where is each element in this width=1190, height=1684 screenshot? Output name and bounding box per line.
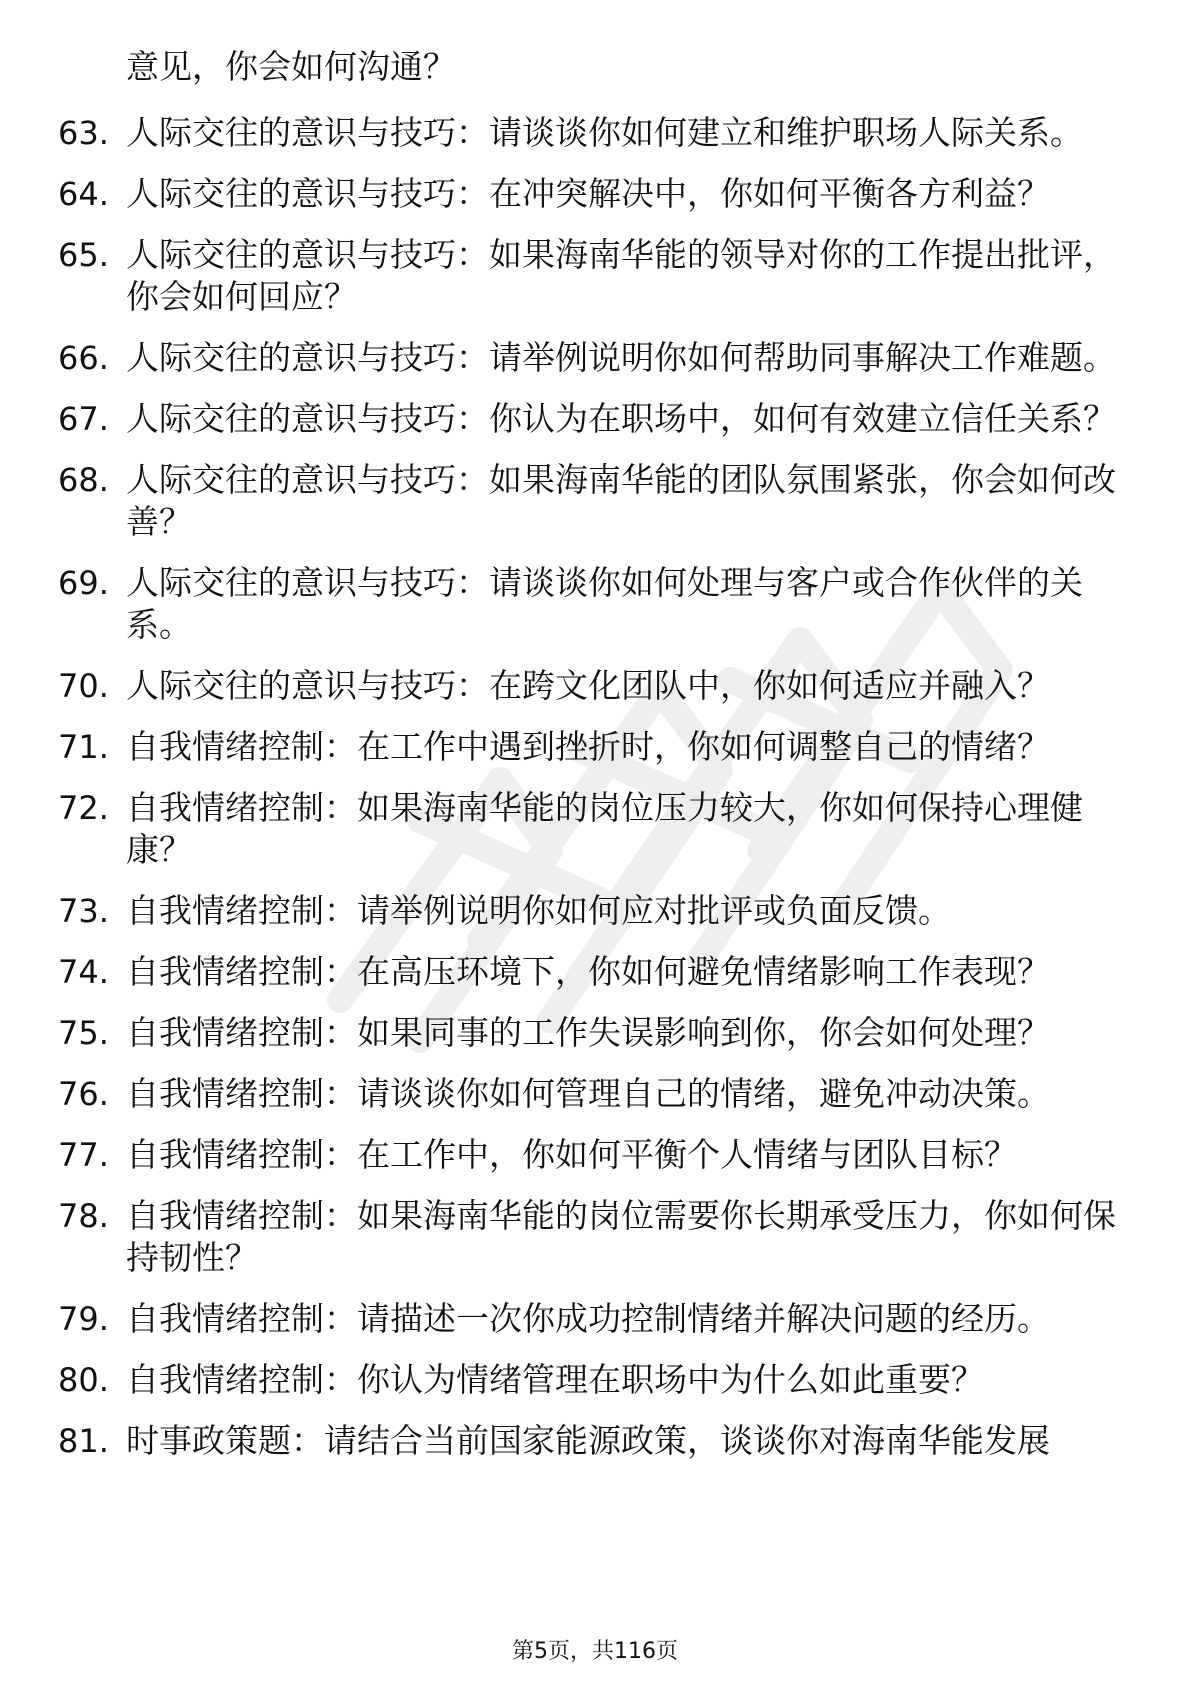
- item-number: 68.: [58, 461, 109, 499]
- list-item: [0, 1195, 1190, 1279]
- list-item: [0, 459, 1190, 543]
- item-text: 自我情绪控制：请谈谈你如何管理自己的情绪，避免冲动决策。: [126, 1074, 1050, 1113]
- list-item: [0, 234, 1190, 318]
- item-number: 69.: [58, 564, 109, 602]
- item-text: 自我情绪控制：在工作中，你如何平衡个人情绪与团队目标？: [126, 1135, 1017, 1174]
- item-text: 自我情绪控制：你认为情绪管理在职场中为什么如此重要？: [126, 1360, 984, 1399]
- list-item: [0, 787, 1190, 871]
- item-text: 时事政策题：请结合当前国家能源政策，谈谈你对海南华能发展: [126, 1421, 1050, 1460]
- list-item: [0, 726, 1190, 768]
- list-item: [0, 890, 1190, 932]
- list-item: [0, 562, 1190, 646]
- item-text: 自我情绪控制：如果海南华能的岗位压力较大，你如何保持心理健康？: [126, 788, 1083, 869]
- item-number: 80.: [58, 1361, 109, 1399]
- page-footer: 第5页，共116页: [512, 1639, 678, 1664]
- list-item: [0, 1012, 1190, 1054]
- list-item: [0, 665, 1190, 707]
- item-number: 73.: [58, 892, 109, 930]
- item-number: 72.: [58, 789, 109, 827]
- list-item: [0, 173, 1190, 215]
- continuation-text: 意见，你会如何沟通？: [126, 47, 456, 86]
- item-text: 人际交往的意识与技巧：请谈谈你如何处理与客户或合作伙伴的关系。: [126, 563, 1083, 644]
- item-number: 63.: [58, 114, 109, 152]
- item-text: 人际交往的意识与技巧：你认为在职场中，如何有效建立信任关系？: [126, 399, 1116, 438]
- list-item: [0, 951, 1190, 993]
- list-item: [0, 1134, 1190, 1176]
- list-item: [0, 112, 1190, 154]
- item-number: 76.: [58, 1075, 109, 1113]
- item-number: 64.: [58, 175, 109, 213]
- item-number: 75.: [58, 1014, 109, 1052]
- item-number: 77.: [58, 1136, 109, 1174]
- item-text: 自我情绪控制：如果同事的工作失误影响到你，你会如何处理？: [126, 1013, 1050, 1052]
- item-number: 71.: [58, 728, 109, 766]
- question-list: [0, 112, 1190, 1481]
- list-item: [0, 337, 1190, 379]
- list-item: [0, 1359, 1190, 1401]
- item-number: 67.: [58, 400, 109, 438]
- item-number: 70.: [58, 667, 109, 705]
- list-item: [0, 1420, 1190, 1462]
- item-text: 人际交往的意识与技巧：如果海南华能的领导对你的工作提出批评，你会如何回应？: [126, 235, 1116, 316]
- item-text: 自我情绪控制：请举例说明你如何应对批评或负面反馈。: [126, 891, 951, 930]
- item-number: 78.: [58, 1197, 109, 1235]
- item-number: 65.: [58, 236, 109, 274]
- item-number: 79.: [58, 1300, 109, 1338]
- item-number: 81.: [58, 1422, 109, 1460]
- item-text: 自我情绪控制：如果海南华能的岗位需要你长期承受压力，你如何保持韧性？: [126, 1196, 1116, 1277]
- item-text: 人际交往的意识与技巧：请谈谈你如何建立和维护职场人际关系。: [126, 113, 1083, 152]
- item-text: 人际交往的意识与技巧：在冲突解决中，你如何平衡各方利益？: [126, 174, 1050, 213]
- item-text: 人际交往的意识与技巧：请举例说明你如何帮助同事解决工作难题。: [126, 338, 1116, 377]
- item-text: 自我情绪控制：在工作中遇到挫折时，你如何调整自己的情绪？: [126, 727, 1050, 766]
- list-item: [0, 1073, 1190, 1115]
- item-text: 人际交往的意识与技巧：如果海南华能的团队氛围紧张，你会如何改善？: [126, 460, 1116, 541]
- item-number: 66.: [58, 339, 109, 377]
- item-text: 自我情绪控制：在高压环境下，你如何避免情绪影响工作表现？: [126, 952, 1050, 991]
- list-item: [0, 1298, 1190, 1340]
- list-item: [0, 398, 1190, 440]
- item-text: 自我情绪控制：请描述一次你成功控制情绪并解决问题的经历。: [126, 1299, 1050, 1338]
- item-number: 74.: [58, 953, 109, 991]
- item-text: 人际交往的意识与技巧：在跨文化团队中，你如何适应并融入？: [126, 666, 1050, 705]
